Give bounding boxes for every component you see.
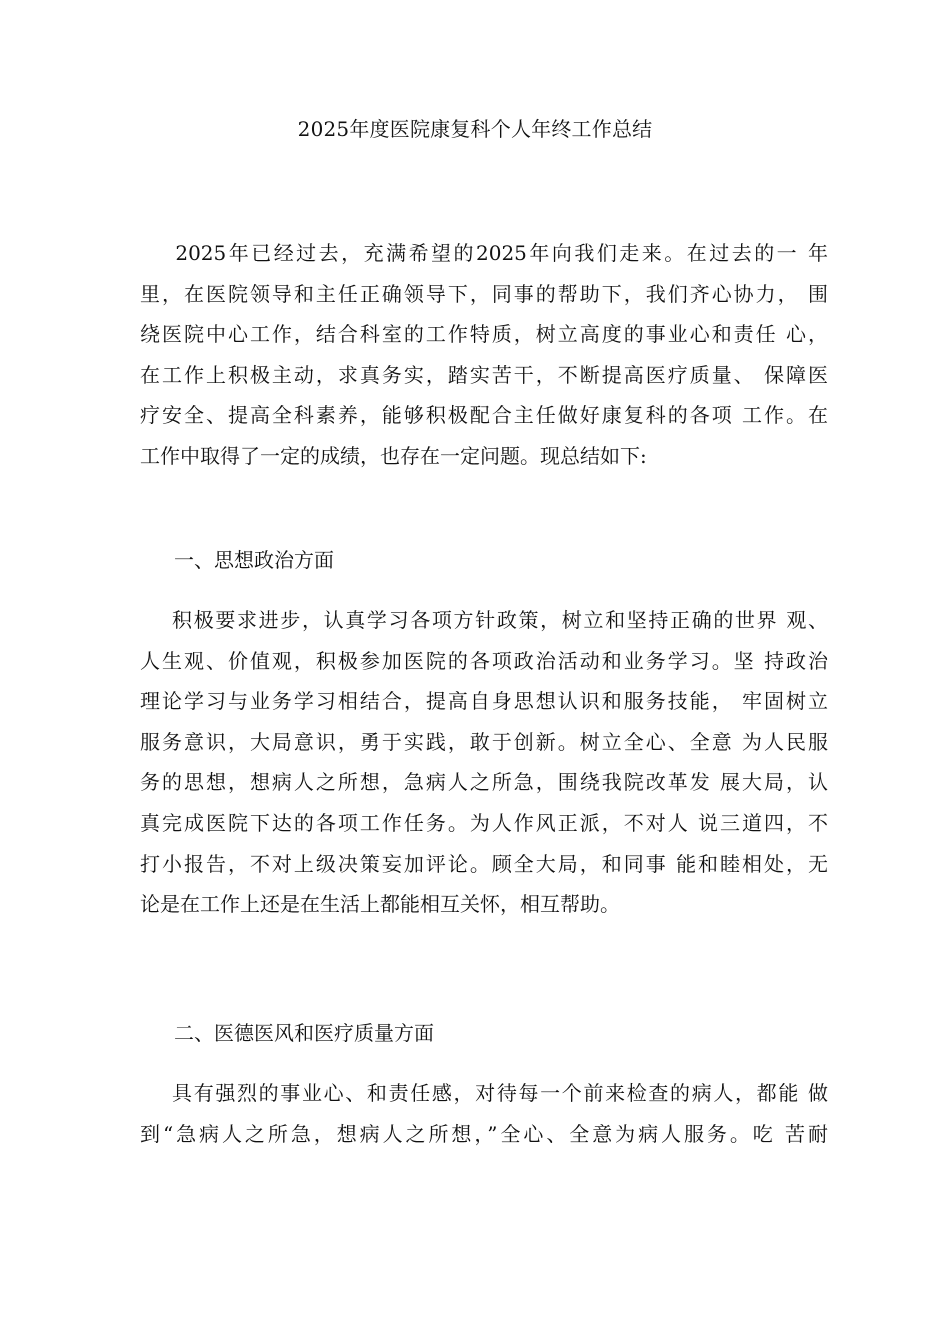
text-line: 真完成医院下达的各项工作任务。为人作风正派，不对人 说三道四，不 <box>140 810 828 835</box>
paragraph-politics <box>140 600 828 925</box>
text-line: 服务意识，大局意识，勇于实践，敢于创新。树立全心、全意 为人民服 <box>140 729 828 754</box>
text-line: 在工作上积极主动，求真务实，踏实苦干，不断提高医疗质量、 保障医 <box>140 362 828 387</box>
paragraph-intro <box>140 233 828 477</box>
text-line: 论是在工作上还是在生活上都能相互关怀，相互帮助。 <box>140 892 620 917</box>
text-line: 打小报告，不对上级决策妄加评论。顾全大局，和同事 能和睦相处，无 <box>140 851 828 876</box>
text-line: 务的思想，想病人之所想，急病人之所急，围绕我院改革发 展大局，认 <box>140 770 828 795</box>
text-line: 工作中取得了一定的成绩，也存在一定问题。现总结如下: <box>140 443 647 468</box>
section-heading-politics: 一、思想政治方面 <box>174 548 334 572</box>
text-line: 积极要求进步，认真学习各项方针政策，树立和坚持正确的世界 观、 <box>140 608 828 632</box>
section-heading-ethics: 二、医德医风和医疗质量方面 <box>174 1021 434 1045</box>
text-line: 人生观、价值观，积极参加医院的各项政治活动和业务学习。坚 持政治 <box>140 648 828 673</box>
text-line: 理论学习与业务学习相结合，提高自身思想认识和服务技能， 牢固树立 <box>140 689 828 714</box>
text-line: 疗安全、提高全科素养，能够积极配合主任做好康复科的各项 工作。在 <box>140 403 828 428</box>
text-line: 具有强烈的事业心、和责任感，对待每一个前来检查的病人，都能 做 <box>140 1081 828 1105</box>
document-title: 2025年度医院康复科个人年终工作总结 <box>297 117 653 141</box>
paragraph-ethics <box>140 1073 828 1154</box>
text-line: 2025年已经过去，充满希望的2025年向我们走来。在过去的一 年 <box>140 241 828 265</box>
text-line: 里，在医院领导和主任正确领导下，同事的帮助下，我们齐心协力， 围 <box>140 281 828 306</box>
text-line: 绕医院中心工作，结合科室的工作特质，树立高度的事业心和责任 心， <box>140 322 828 347</box>
text-line: 到“急病人之所急，想病人之所想，”全心、全意为病人服务。吃 苦耐 <box>140 1121 828 1146</box>
